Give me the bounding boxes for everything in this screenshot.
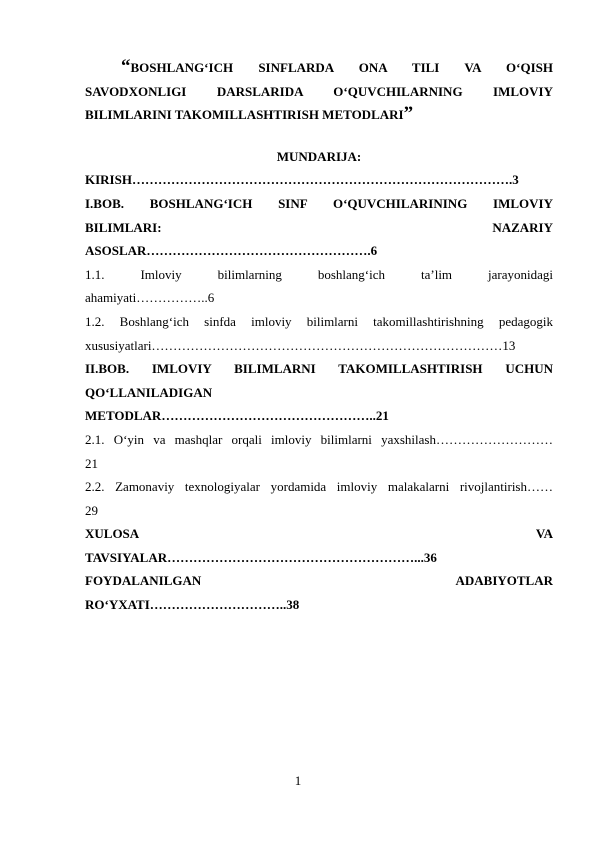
toc-entry-line: QO‘LLANILADIGAN — [85, 384, 213, 400]
toc-entry-line: 21 — [85, 455, 98, 471]
toc-entry-line: FOYDALANILGAN ADABIYOTLAR — [85, 573, 553, 589]
toc-entry[interactable] — [85, 357, 553, 428]
toc-entry[interactable] — [85, 569, 553, 616]
toc-entry-line: KIRISH…………………………………………………………………………….3 — [85, 172, 519, 188]
title-line-3 — [85, 103, 553, 127]
toc-entry-line: TAVSIYALAR…………………………………………………...36 — [85, 549, 437, 565]
title-open-quote: “ — [121, 56, 131, 77]
toc-entry-line: 1.2. Boshlang‘ich sinfda imloviy bilimlarni takomillashtirishning pedagogik — [85, 313, 553, 329]
title-close-quote: ” — [403, 103, 414, 125]
toc-entry[interactable] — [85, 263, 553, 310]
title-line-1 — [85, 56, 553, 80]
document-body — [85, 56, 553, 617]
title-line-2: SAVODXONLIGI DARSLARIDA O‘QUVCHILARNING IMLOVIY — [85, 83, 553, 99]
toc-entry-line: II.BOB. IMLOVIY BILIMLARNI TAKOMILLASHTIRISH UCHUN — [85, 361, 553, 377]
page-number: 1 — [294, 773, 302, 788]
toc-entry[interactable] — [85, 168, 553, 192]
toc-entry-line: 2.1. O‘yin va mashqlar orqali imloviy bilimlarni yaxshilash……………………… — [85, 431, 553, 447]
title-line-3-text: BILIMLARINI TAKOMILLASHTIRISH METODLARI — [85, 107, 404, 123]
table-of-contents — [85, 168, 553, 616]
toc-entry-line: XULOSA VA — [85, 526, 553, 542]
spacer — [85, 127, 553, 145]
toc-entry-line: ahamiyati……………..6 — [85, 290, 215, 306]
toc-entry-line: 2.2. Zamonaviy texnologiyalar yordamida imloviy malakalarni rivojlantirish…… — [85, 479, 553, 495]
toc-entry-line: BILIMLARI: NAZARIY — [85, 219, 553, 235]
toc-entry-line: xususiyatlari………………………………………………………………………13 — [85, 337, 516, 353]
contents-heading: MUNDARIJA: — [276, 148, 362, 164]
title-line-1-text: BOSHLANG‘ICH SINFLARDA ONA TILI VA O‘QISH — [130, 60, 553, 75]
toc-entry-line: METODLAR…………………………………………..21 — [85, 408, 389, 424]
toc-entry[interactable] — [85, 475, 553, 522]
toc-entry[interactable] — [85, 192, 553, 263]
toc-entry[interactable] — [85, 428, 553, 475]
toc-entry-line: 29 — [85, 502, 98, 518]
toc-entry-line: RO‘YXATI…………………………..38 — [85, 597, 300, 613]
toc-entry-line: ASOSLAR…………………………………………….6 — [85, 243, 378, 259]
toc-entry[interactable] — [85, 522, 553, 569]
toc-entry-line: 1.1. Imloviy bilimlarning boshlang‘ich ta’lim jarayonidagi — [85, 266, 553, 282]
toc-entry[interactable] — [85, 310, 553, 357]
toc-entry-line: I.BOB. BOSHLANG‘ICH SINF O‘QUVCHILARINING IMLOVIY — [85, 195, 553, 211]
